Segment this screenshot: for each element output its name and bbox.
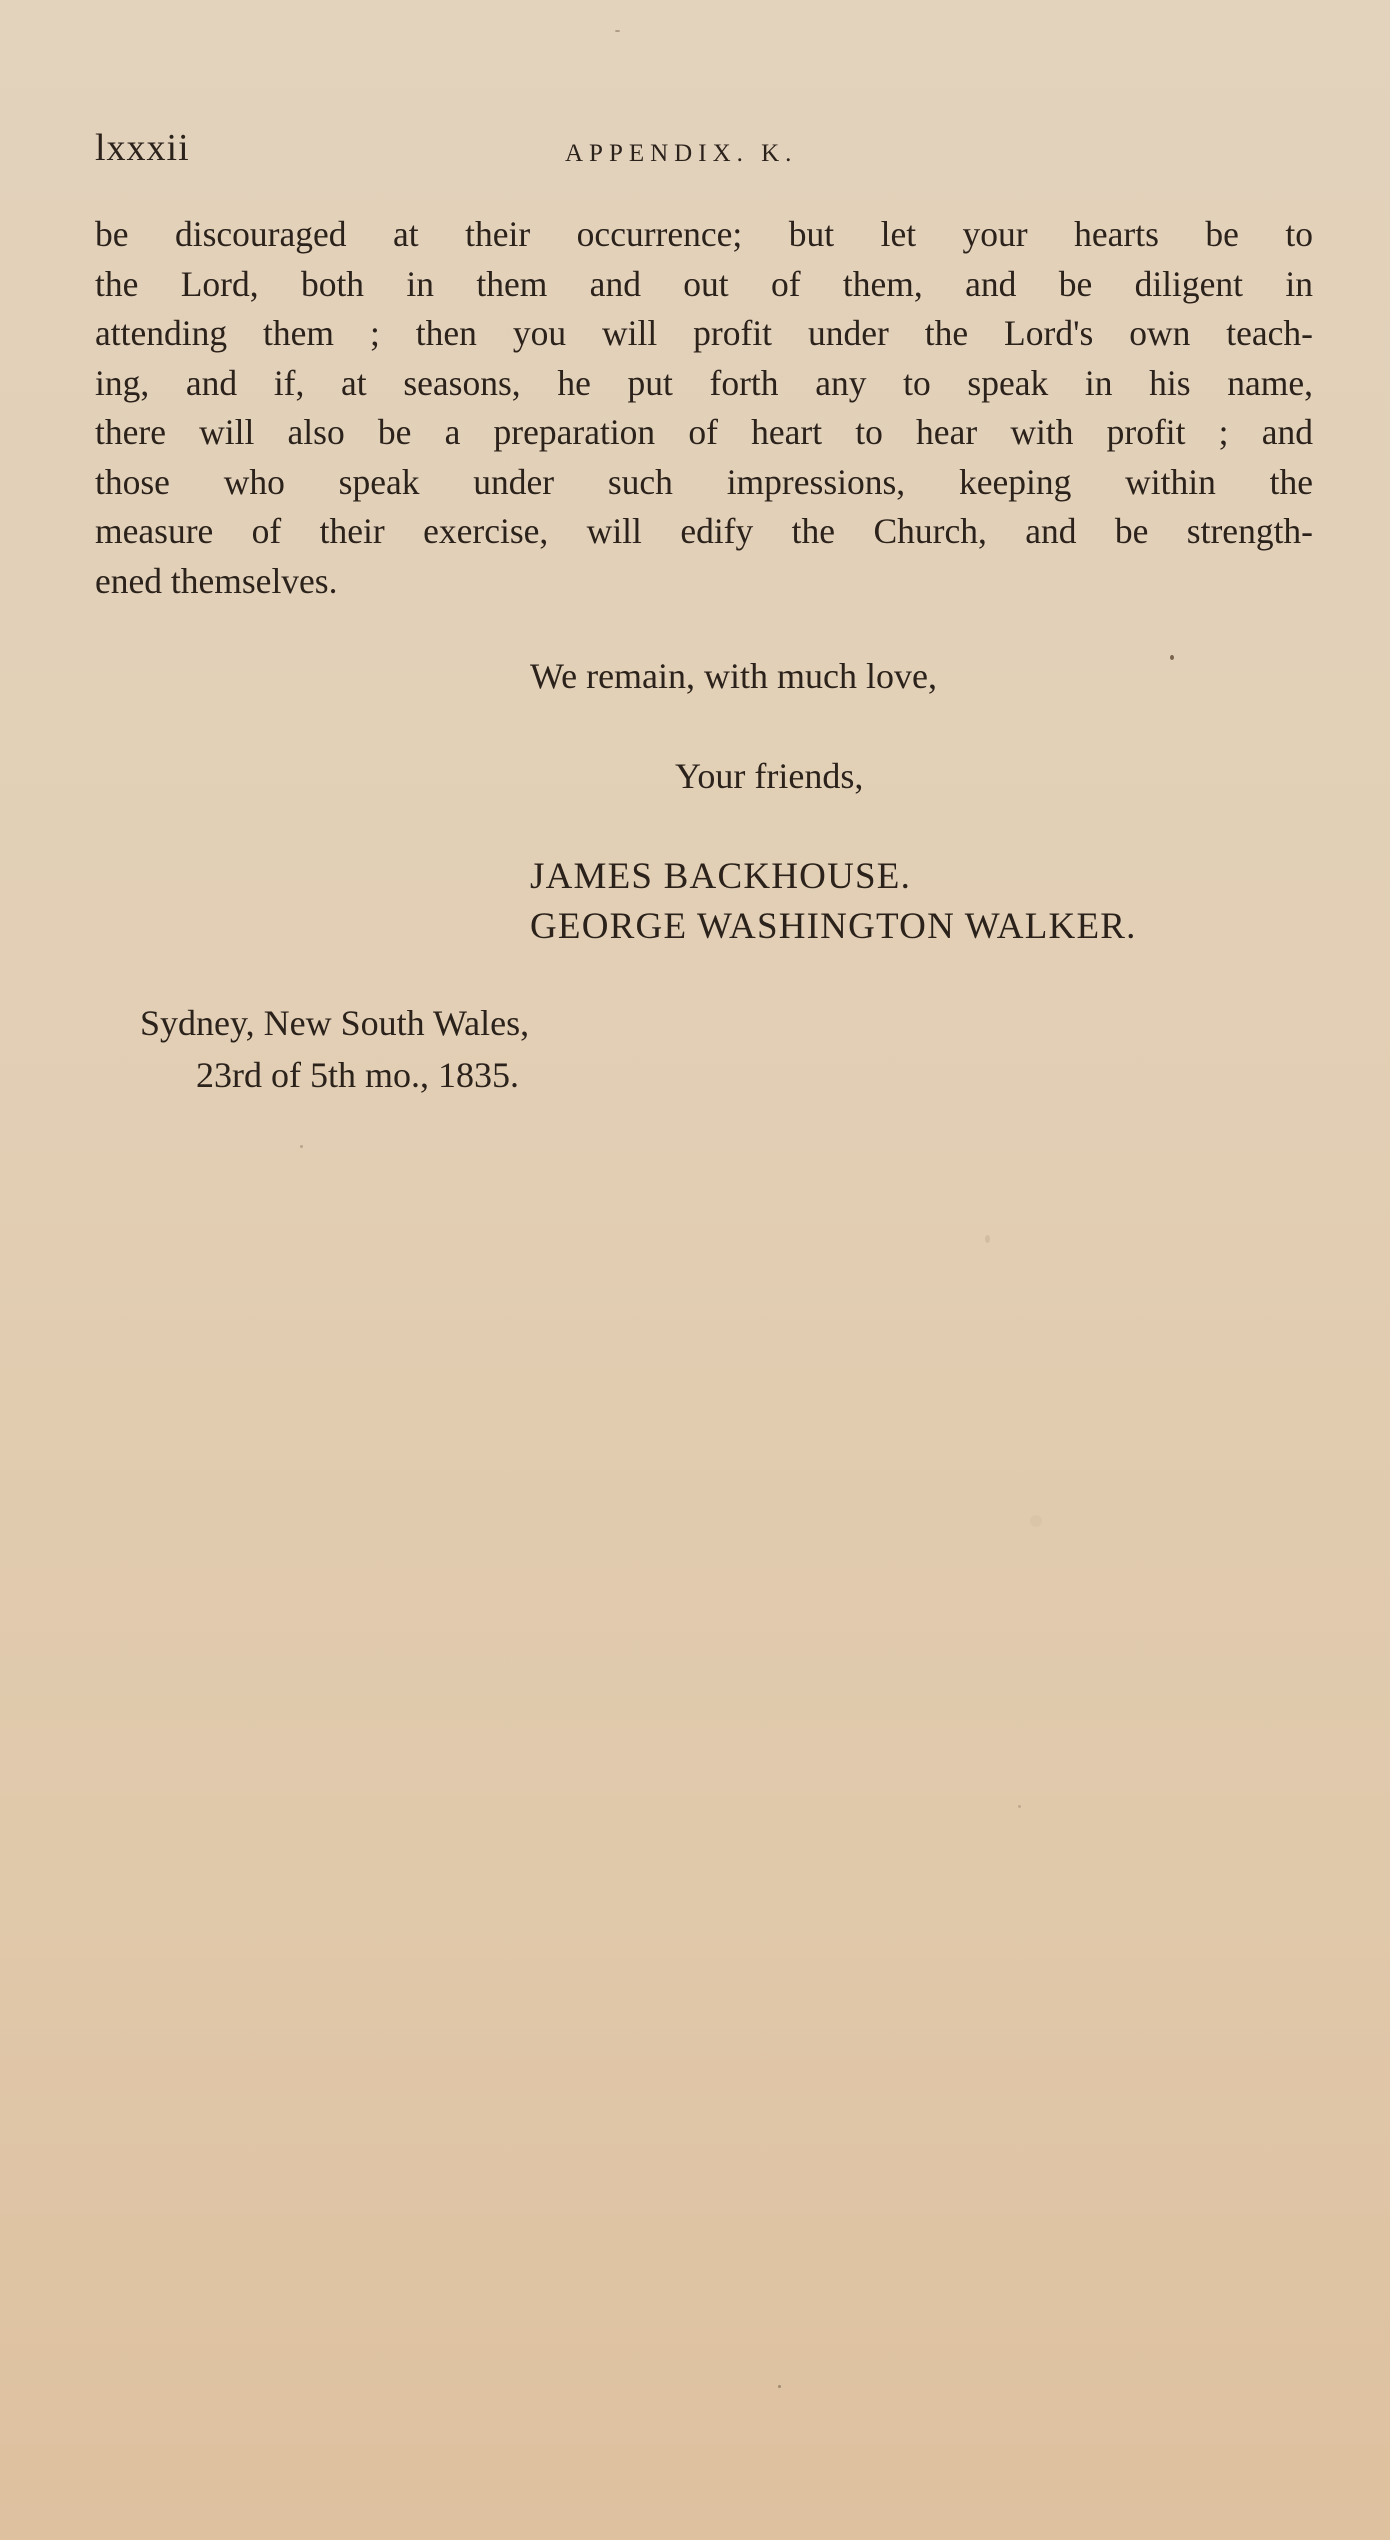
paper-speck: [778, 2385, 781, 2388]
running-head: [95, 126, 1315, 170]
dateline-date: 23rd of 5th mo., 1835.: [196, 1055, 519, 1095]
valediction: We remain, with much love,: [530, 656, 937, 696]
paper-speck: [985, 1235, 990, 1243]
text-line: be discouraged at their occurrence; but let your hearts be to: [95, 214, 1313, 254]
text-line: those who speak under such impressions, keeping within the: [95, 461, 1313, 502]
greeting: Your friends,: [675, 756, 864, 796]
text-line: attending them ; then you will profit under the Lord's own teach-: [95, 313, 1313, 353]
text-line: ened themselves.: [95, 560, 338, 601]
paper-speck: [615, 30, 620, 32]
paper-speck: [1018, 1805, 1021, 1808]
paper-speck: [1170, 655, 1174, 660]
text-line: the Lord, both in them and out of them, and be diligent in: [95, 263, 1313, 304]
text-line: measure of their exercise, will edify the Church, and be strength-: [95, 511, 1313, 551]
section-title: APPENDIX. K.: [565, 140, 798, 167]
signatory-name: JAMES BACKHOUSE.: [530, 856, 912, 897]
signatory-name: GEORGE WASHINGTON WALKER.: [530, 906, 1137, 947]
page-number: lxxxii: [95, 127, 190, 169]
body-paragraph: [95, 210, 1313, 606]
paper-speck: [300, 1145, 303, 1148]
paper-speck: [1030, 1515, 1042, 1527]
dateline-place: Sydney, New South Wales,: [140, 1003, 530, 1043]
text-line: ing, and if, at seasons, he put forth any to speak in his name,: [95, 362, 1313, 403]
text-line: there will also be a preparation of heart to hear with profit ; and: [95, 412, 1313, 452]
